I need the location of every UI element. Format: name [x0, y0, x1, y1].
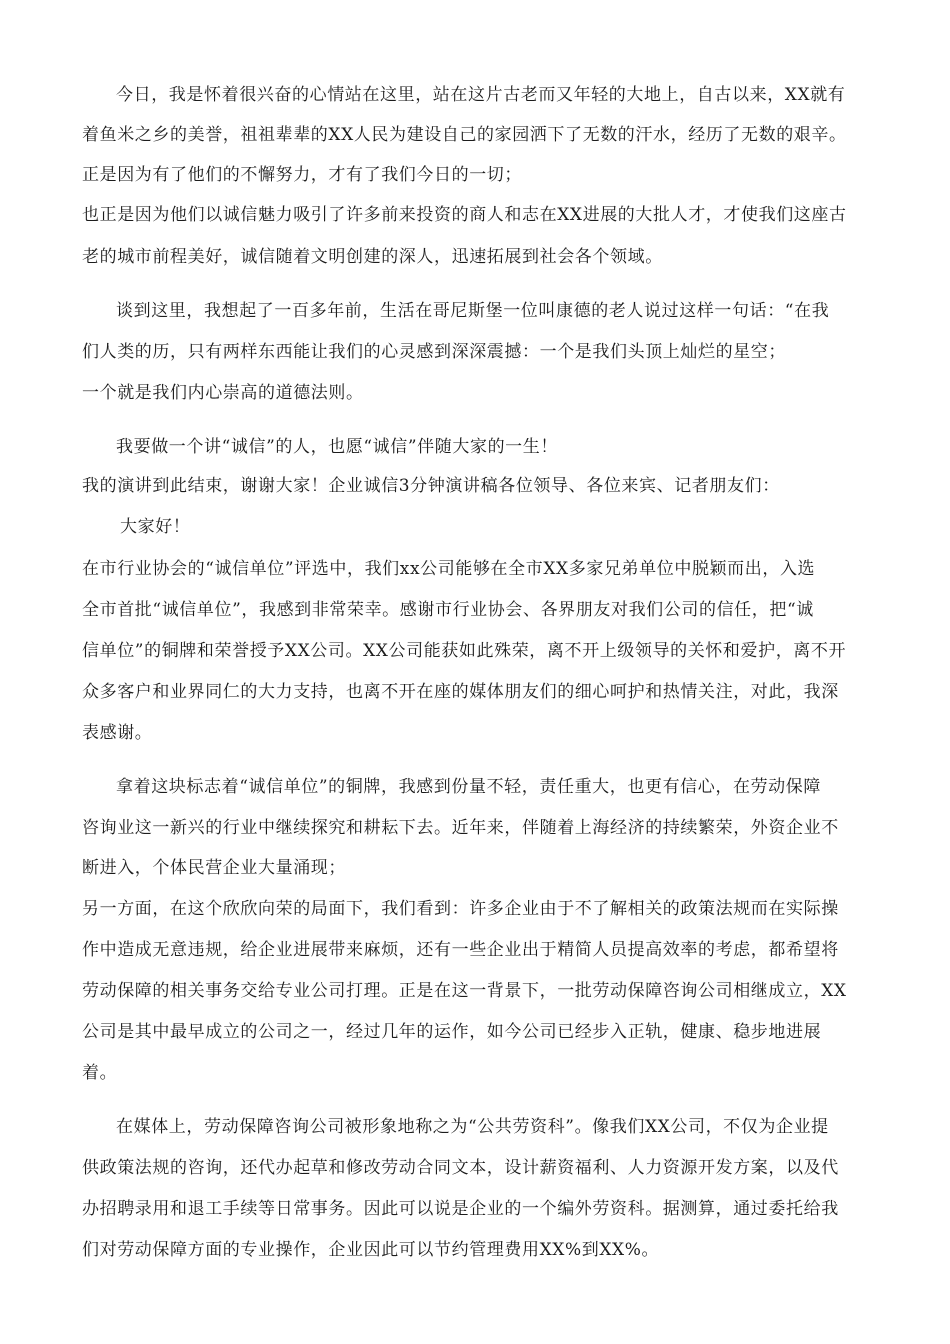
text-line: 我的演讲到此结束，谢谢大家！企业诚信3分钟演讲稿各位领导、各位来宾、记者朋友们： — [82, 476, 780, 496]
text-line: 全市首批“诚信单位”，我感到非常荣幸。感谢市行业协会、各界朋友对我们公司的信任，把“诚 — [82, 600, 814, 620]
text-line: 断进入，个体民营企业大量涌现； — [82, 858, 346, 878]
text-line: 谈到这里，我想起了一百多年前，生活在哥尼斯堡一位叫康德的老人说过这样一句话：“在我 — [116, 301, 830, 321]
text-line: 作中造成无意违规，给企业进展带来麻烦，还有一些企业出于精简人员提高效率的考虑，都希望将 — [82, 940, 839, 960]
text-line: 信单位”的铜牌和荣誉授予XX公司。XX公司能获如此殊荣，离不开上级领导的关怀和爱护，离不开 — [82, 641, 847, 661]
text-line: 们人类的历，只有两样东西能让我们的心灵感到深深震撼：一个是我们头顶上灿烂的星空； — [82, 342, 786, 362]
text-line: 众多客户和业界同仁的大力支持，也离不开在座的媒体朋友们的细心呵护和热情关注，对此，我深 — [82, 682, 839, 702]
text-line: 着鱼米之乡的美誉，祖祖辈辈的XX人民为建设自己的家园洒下了无数的汗水，经历了无数的艰辛。 — [82, 125, 847, 145]
text-line: 大家好！ — [120, 517, 191, 537]
text-line: 也正是因为他们以诚信魅力吸引了许多前来投资的商人和志在XX进展的大批人才，才使我们这座古 — [82, 205, 847, 225]
text-line: 公司是其中最早成立的公司之一，经过几年的运作，如今公司已经步入正轨，健康、稳步地进展 — [82, 1022, 822, 1042]
text-line: 咨询业这一新兴的行业中继续探究和耕耘下去。近年来，伴随着上海经济的持续繁荣，外资企业不 — [82, 818, 839, 838]
text-line: 老的城市前程美好，诚信随着文明创建的深人，迅速拓展到社会各个领域。 — [82, 247, 663, 267]
text-line: 在媒体上，劳动保障咨询公司被形象地称之为“公共劳资科”。像我们XX公司，不仅为企业提 — [116, 1117, 829, 1137]
text-line: 一个就是我们内心崇高的道德法则。 — [82, 383, 364, 403]
text-line: 我要做一个讲“诚信”的人，也愿“诚信”伴随大家的一生！ — [116, 437, 558, 457]
text-line: 着。 — [82, 1063, 118, 1083]
text-line: 在市行业协会的“诚信单位”评选中，我们xx公司能够在全市XX多家兄弟单位中脱颖而出，入选 — [82, 559, 816, 579]
text-line: 劳动保障的相关事务交给专业公司打理。正是在这一背景下，一批劳动保障咨询公司相继成立，XX — [82, 981, 847, 1001]
text-line: 正是因为有了他们的不懈努力，才有了我们今日的一切； — [82, 165, 522, 185]
text-line: 另一方面，在这个欣欣向荣的局面下，我们看到：许多企业由于不了解相关的政策法规而在实际操 — [82, 899, 839, 919]
text-line: 供政策法规的咨询，还代办起草和修改劳动合同文本，设计薪资福利、人力资源开发方案，以及代 — [82, 1158, 839, 1178]
text-line: 办招聘录用和退工手续等日常事务。因此可以说是企业的一个编外劳资科。据测算，通过委托给我 — [82, 1199, 839, 1219]
text-line: 们对劳动保障方面的专业操作，企业因此可以节约管理费用XX%到XX%。 — [82, 1240, 660, 1260]
text-line: 今日，我是怀着很兴奋的心情站在这里，站在这片古老而又年轻的大地上，自古以来，XX就有 — [116, 85, 846, 105]
text-line: 表感谢。 — [82, 723, 153, 743]
text-line: 拿着这块标志着“诚信单位”的铜牌，我感到份量不轻，责任重大，也更有信心，在劳动保障 — [116, 777, 821, 797]
